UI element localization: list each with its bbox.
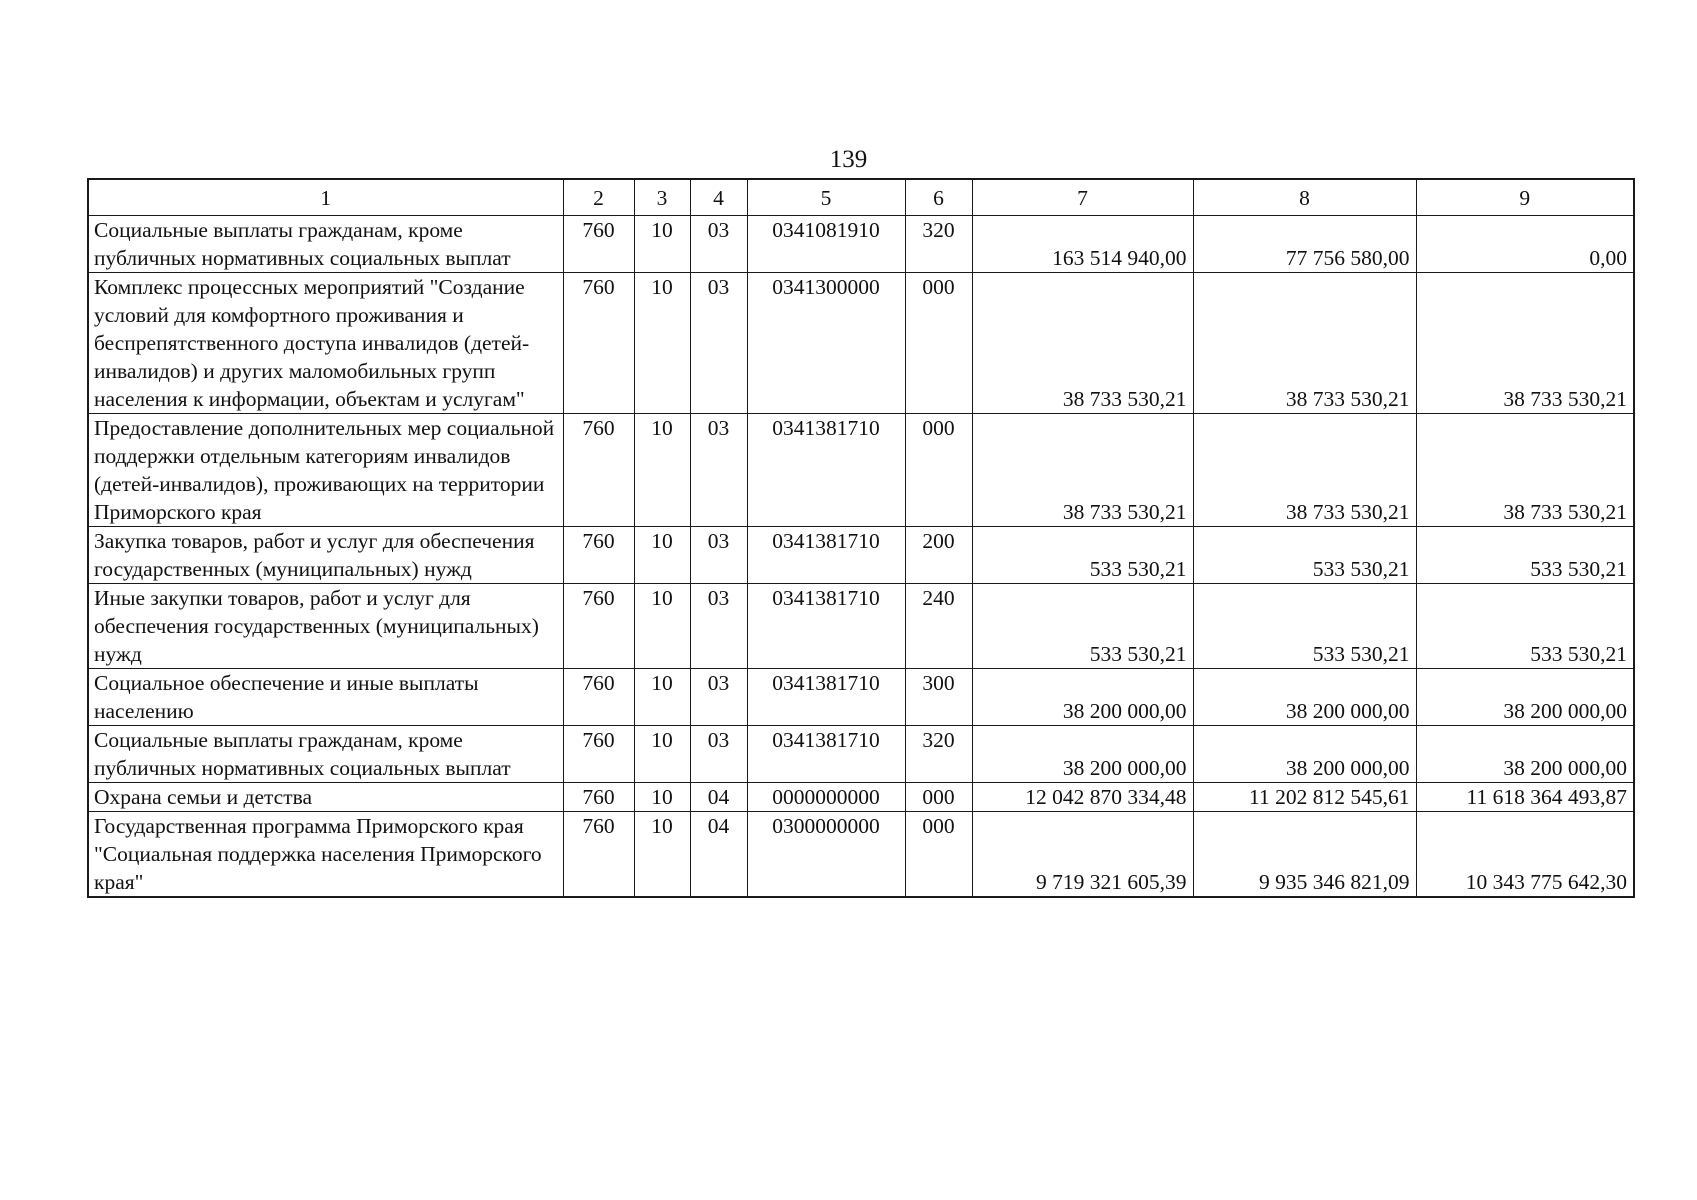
cell-col-2: 760 <box>563 527 634 584</box>
cell-col-6: 000 <box>905 812 972 898</box>
header-cell: 2 <box>563 179 634 216</box>
table-row <box>88 216 1634 273</box>
row-name-cell: Государственная программа Приморского края "Социальная поддержка населения Приморского края" <box>88 812 563 898</box>
row-name-cell: Охрана семьи и детства <box>88 783 563 812</box>
header-cell: 4 <box>690 179 747 216</box>
page-number: 139 <box>829 146 868 173</box>
cell-col-4: 03 <box>690 216 747 273</box>
cell-col-6: 200 <box>905 527 972 584</box>
table-row <box>88 812 1634 898</box>
amount-col-8: 38 733 530,21 <box>1193 273 1416 414</box>
cell-col-2: 760 <box>563 783 634 812</box>
cell-col-2: 760 <box>563 414 634 527</box>
cell-col-5: 0341381710 <box>747 584 905 669</box>
cell-col-5: 0341381710 <box>747 669 905 726</box>
amount-col-8: 533 530,21 <box>1193 584 1416 669</box>
amount-col-9: 38 200 000,00 <box>1416 669 1634 726</box>
header-cell: 9 <box>1416 179 1634 216</box>
amount-col-7: 38 733 530,21 <box>972 414 1193 527</box>
cell-col-2: 760 <box>563 669 634 726</box>
row-name-cell: Предоставление дополнительных мер социальной поддержки отдельным категориям инвалидов (детей-инвалидов), проживающих на территории Приморского края <box>88 414 563 527</box>
amount-col-7: 38 733 530,21 <box>972 273 1193 414</box>
cell-col-2: 760 <box>563 273 634 414</box>
amount-col-7: 12 042 870 334,48 <box>972 783 1193 812</box>
amount-col-8: 533 530,21 <box>1193 527 1416 584</box>
cell-col-4: 03 <box>690 273 747 414</box>
cell-col-5: 0341300000 <box>747 273 905 414</box>
amount-col-8: 11 202 812 545,61 <box>1193 783 1416 812</box>
header-cell: 7 <box>972 179 1193 216</box>
amount-col-7: 533 530,21 <box>972 527 1193 584</box>
cell-col-3: 10 <box>634 812 690 898</box>
cell-col-3: 10 <box>634 414 690 527</box>
amount-col-9: 11 618 364 493,87 <box>1416 783 1634 812</box>
cell-col-3: 10 <box>634 783 690 812</box>
amount-col-9: 0,00 <box>1416 216 1634 273</box>
amount-col-9: 38 733 530,21 <box>1416 414 1634 527</box>
header-cell: 8 <box>1193 179 1416 216</box>
amount-col-9: 10 343 775 642,30 <box>1416 812 1634 898</box>
amount-col-7: 38 200 000,00 <box>972 726 1193 783</box>
cell-col-5: 0341381710 <box>747 726 905 783</box>
cell-col-4: 03 <box>690 669 747 726</box>
cell-col-4: 03 <box>690 726 747 783</box>
table-row <box>88 669 1634 726</box>
row-name-cell: Социальные выплаты гражданам, кроме публичных нормативных социальных выплат <box>88 726 563 783</box>
amount-col-9: 533 530,21 <box>1416 527 1634 584</box>
row-name-cell: Комплекс процессных мероприятий "Создание условий для комфортного проживания и беспрепятственного доступа инвалидов (детей-инвалидов) и других маломобильных групп населения к информации, объектам и услугам" <box>88 273 563 414</box>
cell-col-5: 0341381710 <box>747 527 905 584</box>
cell-col-6: 300 <box>905 669 972 726</box>
amount-col-8: 38 200 000,00 <box>1193 669 1416 726</box>
cell-col-5: 0341381710 <box>747 414 905 527</box>
amount-col-7: 533 530,21 <box>972 584 1193 669</box>
header-cell: 3 <box>634 179 690 216</box>
amount-col-8: 77 756 580,00 <box>1193 216 1416 273</box>
header-cell: 1 <box>88 179 563 216</box>
cell-col-2: 760 <box>563 726 634 783</box>
cell-col-3: 10 <box>634 669 690 726</box>
cell-col-3: 10 <box>634 726 690 783</box>
cell-col-3: 10 <box>634 273 690 414</box>
cell-col-5: 0000000000 <box>747 783 905 812</box>
cell-col-3: 10 <box>634 584 690 669</box>
table-row <box>88 726 1634 783</box>
header-cell: 6 <box>905 179 972 216</box>
amount-col-9: 533 530,21 <box>1416 584 1634 669</box>
cell-col-4: 03 <box>690 414 747 527</box>
table-row <box>88 584 1634 669</box>
cell-col-6: 320 <box>905 216 972 273</box>
cell-col-5: 0341081910 <box>747 216 905 273</box>
amount-col-9: 38 200 000,00 <box>1416 726 1634 783</box>
cell-col-6: 000 <box>905 414 972 527</box>
cell-col-4: 03 <box>690 527 747 584</box>
amount-col-9: 38 733 530,21 <box>1416 273 1634 414</box>
amount-col-8: 38 200 000,00 <box>1193 726 1416 783</box>
cell-col-2: 760 <box>563 584 634 669</box>
header-cell: 5 <box>747 179 905 216</box>
cell-col-5: 0300000000 <box>747 812 905 898</box>
cell-col-6: 000 <box>905 783 972 812</box>
cell-col-6: 320 <box>905 726 972 783</box>
budget-table <box>87 178 1635 898</box>
cell-col-4: 03 <box>690 584 747 669</box>
amount-col-7: 163 514 940,00 <box>972 216 1193 273</box>
cell-col-6: 000 <box>905 273 972 414</box>
row-name-cell: Социальные выплаты гражданам, кроме публичных нормативных социальных выплат <box>88 216 563 273</box>
table-header-row <box>88 179 1634 216</box>
table-row <box>88 527 1634 584</box>
cell-col-4: 04 <box>690 812 747 898</box>
amount-col-7: 9 719 321 605,39 <box>972 812 1193 898</box>
cell-col-3: 10 <box>634 527 690 584</box>
row-name-cell: Иные закупки товаров, работ и услуг для обеспечения государственных (муниципальных) нужд <box>88 584 563 669</box>
table-row <box>88 273 1634 414</box>
amount-col-7: 38 200 000,00 <box>972 669 1193 726</box>
cell-col-2: 760 <box>563 812 634 898</box>
table-row <box>88 414 1634 527</box>
amount-col-8: 9 935 346 821,09 <box>1193 812 1416 898</box>
row-name-cell: Закупка товаров, работ и услуг для обеспечения государственных (муниципальных) нужд <box>88 527 563 584</box>
amount-col-8: 38 733 530,21 <box>1193 414 1416 527</box>
cell-col-6: 240 <box>905 584 972 669</box>
table-row <box>88 783 1634 812</box>
cell-col-2: 760 <box>563 216 634 273</box>
cell-col-4: 04 <box>690 783 747 812</box>
cell-col-3: 10 <box>634 216 690 273</box>
row-name-cell: Социальное обеспечение и иные выплаты населению <box>88 669 563 726</box>
